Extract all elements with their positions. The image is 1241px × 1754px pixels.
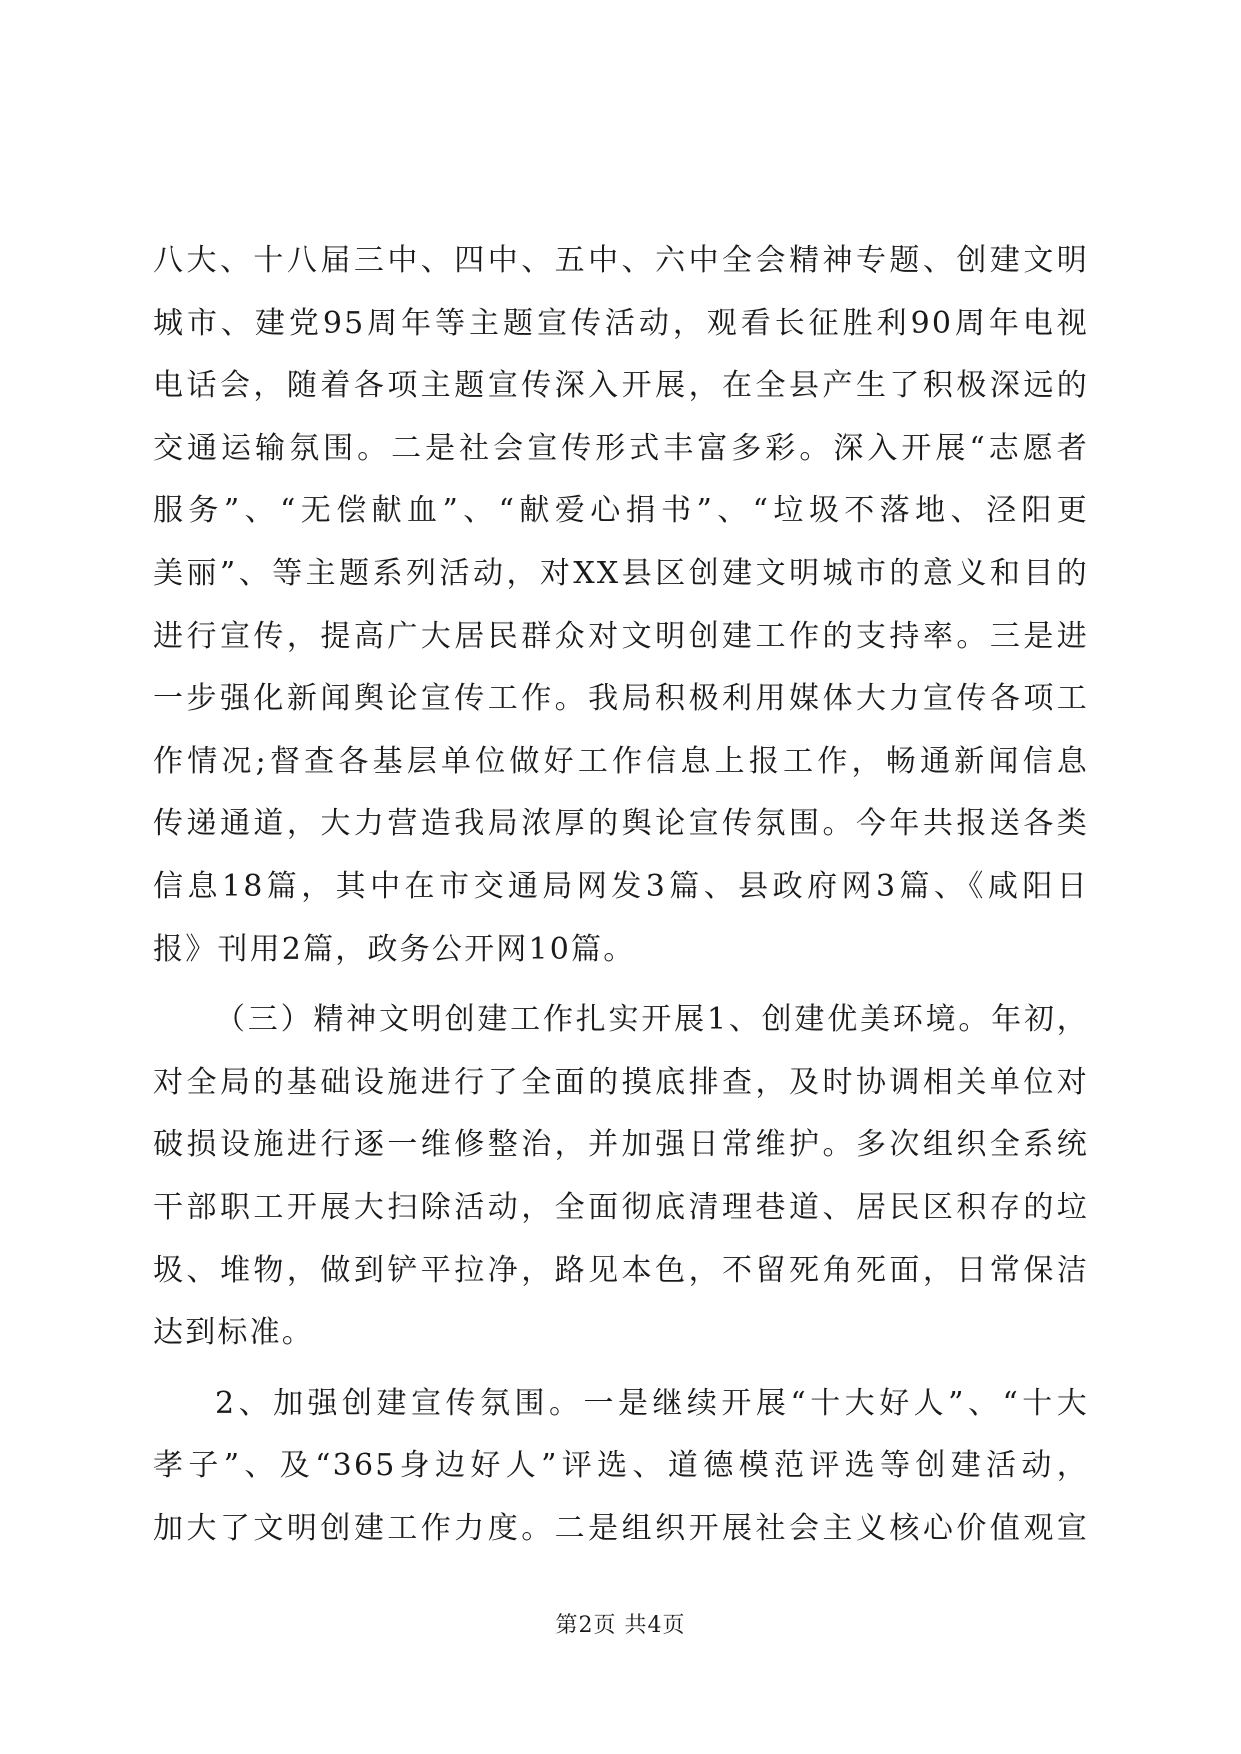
text-line: 城市、建党95周年等主题宣传活动，观看长征胜利90周年电视 [153,305,1089,341]
text-line: 服务”、“无偿献血”、“献爱心捐书”、“垃圾不落地、泾阳更 [153,493,1089,529]
text-line: 达到标准。 [153,1315,314,1351]
text-line: 美丽”、等主题系列活动，对XX县区创建文明城市的意义和目的 [153,555,1089,591]
text-line: 传递通道，大力营造我局浓厚的舆论宣传氛围。今年共报送各类 [153,806,1089,842]
text-line: 报》刊用2篇，政务公开网10篇。 [153,931,636,967]
text-line: 进行宣传，提高广大居民群众对文明创建工作的支持率。三是进 [153,618,1089,654]
text-line: 破损设施进行逐一维修整治，并加强日常维护。多次组织全系统 [153,1127,1089,1163]
text-line: 干部职工开展大扫除活动，全面彻底清理巷道、居民区积存的垃 [153,1189,1089,1225]
paragraph-start-line: 2、加强创建宣传氛围。一是继续开展“十大好人”、“十大 [215,1385,1089,1421]
section-heading-line: （三）精神文明创建工作扎实开展1、创建优美环境。年初， [215,1002,1089,1038]
text-line: 作情况;督查各基层单位做好工作信息上报工作，畅通新闻信息 [153,743,1089,779]
text-line: 电话会，随着各项主题宣传深入开展，在全县产生了积极深远的 [153,368,1089,404]
document-body [153,230,1089,1560]
text-line: 信息18篇，其中在市交通局网发3篇、县政府网3篇、《咸阳日 [153,868,1089,904]
text-line: 一步强化新闻舆论宣传工作。我局积极利用媒体大力宣传各项工 [153,681,1089,717]
text-line: 圾、堆物，做到铲平拉净，路见本色，不留死角死面，日常保洁 [153,1252,1089,1288]
text-line: 加大了文明创建工作力度。二是组织开展社会主义核心价值观宣 [153,1510,1089,1546]
page-number-footer: 第2页 共4页 [555,1613,686,1638]
text-line: 孝子”、及“365身边好人”评选、道德模范评选等创建活动， [153,1448,1089,1484]
text-line: 交通运输氛围。二是社会宣传形式丰富多彩。深入开展“志愿者 [153,430,1089,466]
text-line: 八大、十八届三中、四中、五中、六中全会精神专题、创建文明 [153,243,1089,278]
text-line: 对全局的基础设施进行了全面的摸底排查，及时协调相关单位对 [153,1064,1089,1100]
